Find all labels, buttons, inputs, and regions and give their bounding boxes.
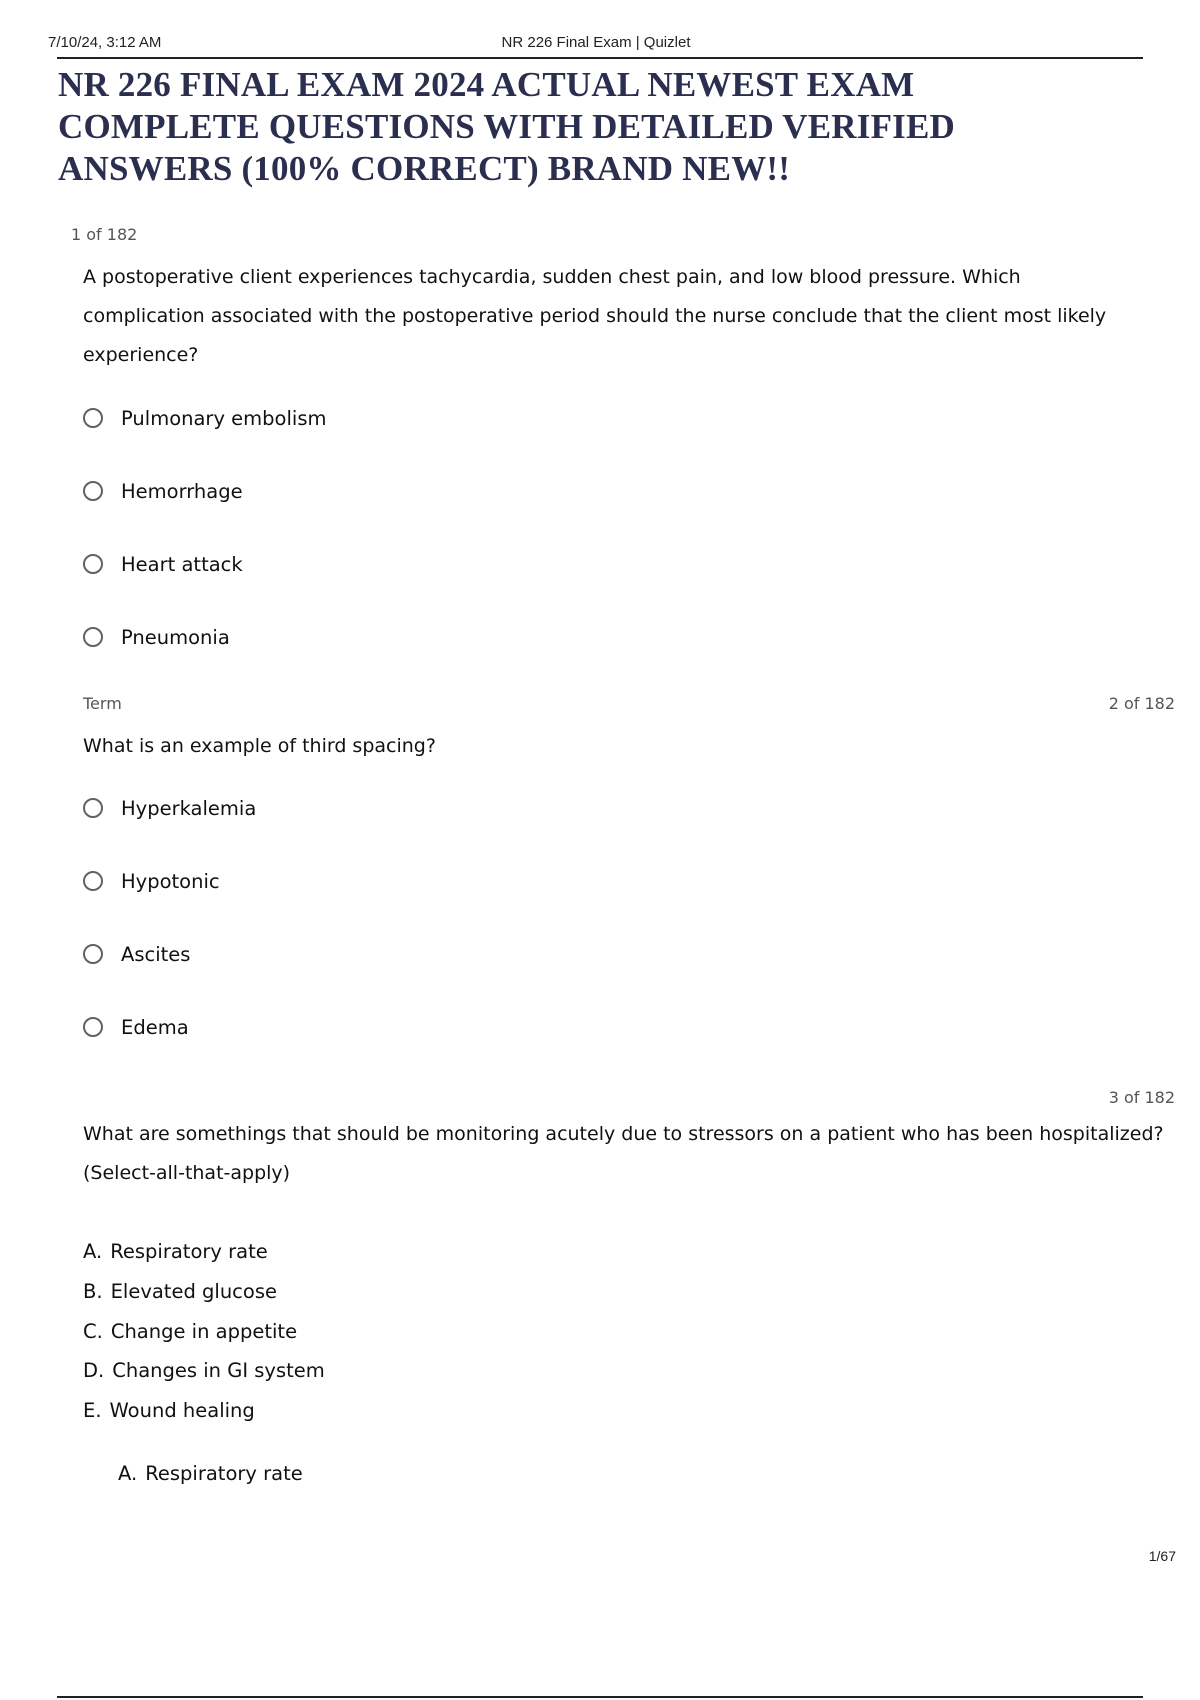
title-line: NR 226 FINAL EXAM 2024 ACTUAL NEWEST EXAM <box>58 65 915 104</box>
answer-letter: A. <box>118 1462 138 1485</box>
radio-button-icon[interactable] <box>83 554 103 574</box>
radio-button-icon[interactable] <box>83 1017 103 1037</box>
question-line: complication associated with the postoperative period should the nurse conclude that the client most likely <box>83 305 1107 327</box>
document-title <box>58 64 1138 190</box>
choice-letter: D. <box>83 1359 105 1382</box>
question-line: A postoperative client experiences tachycardia, sudden chest pain, and low blood pressure. Which <box>83 266 1021 288</box>
answer-option[interactable] <box>83 793 256 823</box>
title-line: COMPLETE QUESTIONS WITH DETAILED VERIFIED <box>58 107 956 146</box>
question-line: experience? <box>83 344 199 366</box>
print-header <box>48 34 1144 58</box>
option-label: Pneumonia <box>121 625 230 649</box>
question-line: (Select-all-that-apply) <box>83 1162 291 1184</box>
answer-option[interactable] <box>83 476 243 506</box>
radio-button-icon[interactable] <box>83 798 103 818</box>
header-divider <box>57 57 1143 59</box>
choice-letter: C. <box>83 1320 103 1343</box>
choice-item <box>83 1317 297 1347</box>
radio-button-icon[interactable] <box>83 944 103 964</box>
option-label: Edema <box>121 1015 189 1039</box>
answer-value: Respiratory rate <box>145 1462 303 1485</box>
choice-item <box>83 1396 255 1426</box>
radio-button-icon[interactable] <box>83 408 103 428</box>
footer-divider <box>57 1696 1143 1698</box>
title-line: ANSWERS (100% CORRECT) BRAND NEW!! <box>58 149 791 188</box>
print-page-title: NR 226 Final Exam | Quizlet <box>501 34 691 51</box>
radio-button-icon[interactable] <box>83 481 103 501</box>
answer-option[interactable] <box>83 403 326 433</box>
option-label: Heart attack <box>121 552 243 576</box>
choice-text: Respiratory rate <box>110 1240 268 1263</box>
choice-letter: E. <box>83 1399 102 1422</box>
choice-letter: A. <box>83 1240 103 1263</box>
choice-item <box>83 1277 277 1307</box>
answer-option[interactable] <box>83 866 220 896</box>
choice-text: Elevated glucose <box>110 1280 277 1303</box>
choice-letter: B. <box>83 1280 103 1303</box>
answer-option[interactable] <box>83 622 230 652</box>
question-line: What are somethings that should be monitoring acutely due to stressors on a patient who has been hospitalized? <box>83 1123 1164 1145</box>
choice-text: Changes in GI system <box>112 1359 325 1382</box>
choice-text: Wound healing <box>109 1399 255 1422</box>
option-label: Hyperkalemia <box>121 796 257 820</box>
choice-item <box>83 1237 268 1267</box>
question-text <box>83 258 1183 375</box>
question-text <box>83 1115 1183 1193</box>
answer-option[interactable] <box>83 1012 189 1042</box>
term-label: Term <box>83 694 122 713</box>
choice-text: Change in appetite <box>110 1320 298 1343</box>
card-counter: 3 of 182 <box>1108 1088 1175 1107</box>
answer-option[interactable] <box>83 939 190 969</box>
choice-item <box>83 1356 325 1386</box>
option-label: Hypotonic <box>121 869 220 893</box>
question-text <box>83 727 1183 766</box>
card-counter: 1 of 182 <box>71 225 138 244</box>
question-line: What is an example of third spacing? <box>83 735 436 757</box>
option-label: Pulmonary embolism <box>121 406 327 430</box>
radio-button-icon[interactable] <box>83 627 103 647</box>
print-date: 7/10/24, 3:12 AM <box>48 34 162 51</box>
answer-option[interactable] <box>83 549 243 579</box>
answer-text <box>118 1459 303 1489</box>
radio-button-icon[interactable] <box>83 871 103 891</box>
page-number: 1/67 <box>1148 1548 1176 1564</box>
card-counter: 2 of 182 <box>1108 694 1175 713</box>
option-label: Ascites <box>121 942 191 966</box>
option-label: Hemorrhage <box>121 479 243 503</box>
